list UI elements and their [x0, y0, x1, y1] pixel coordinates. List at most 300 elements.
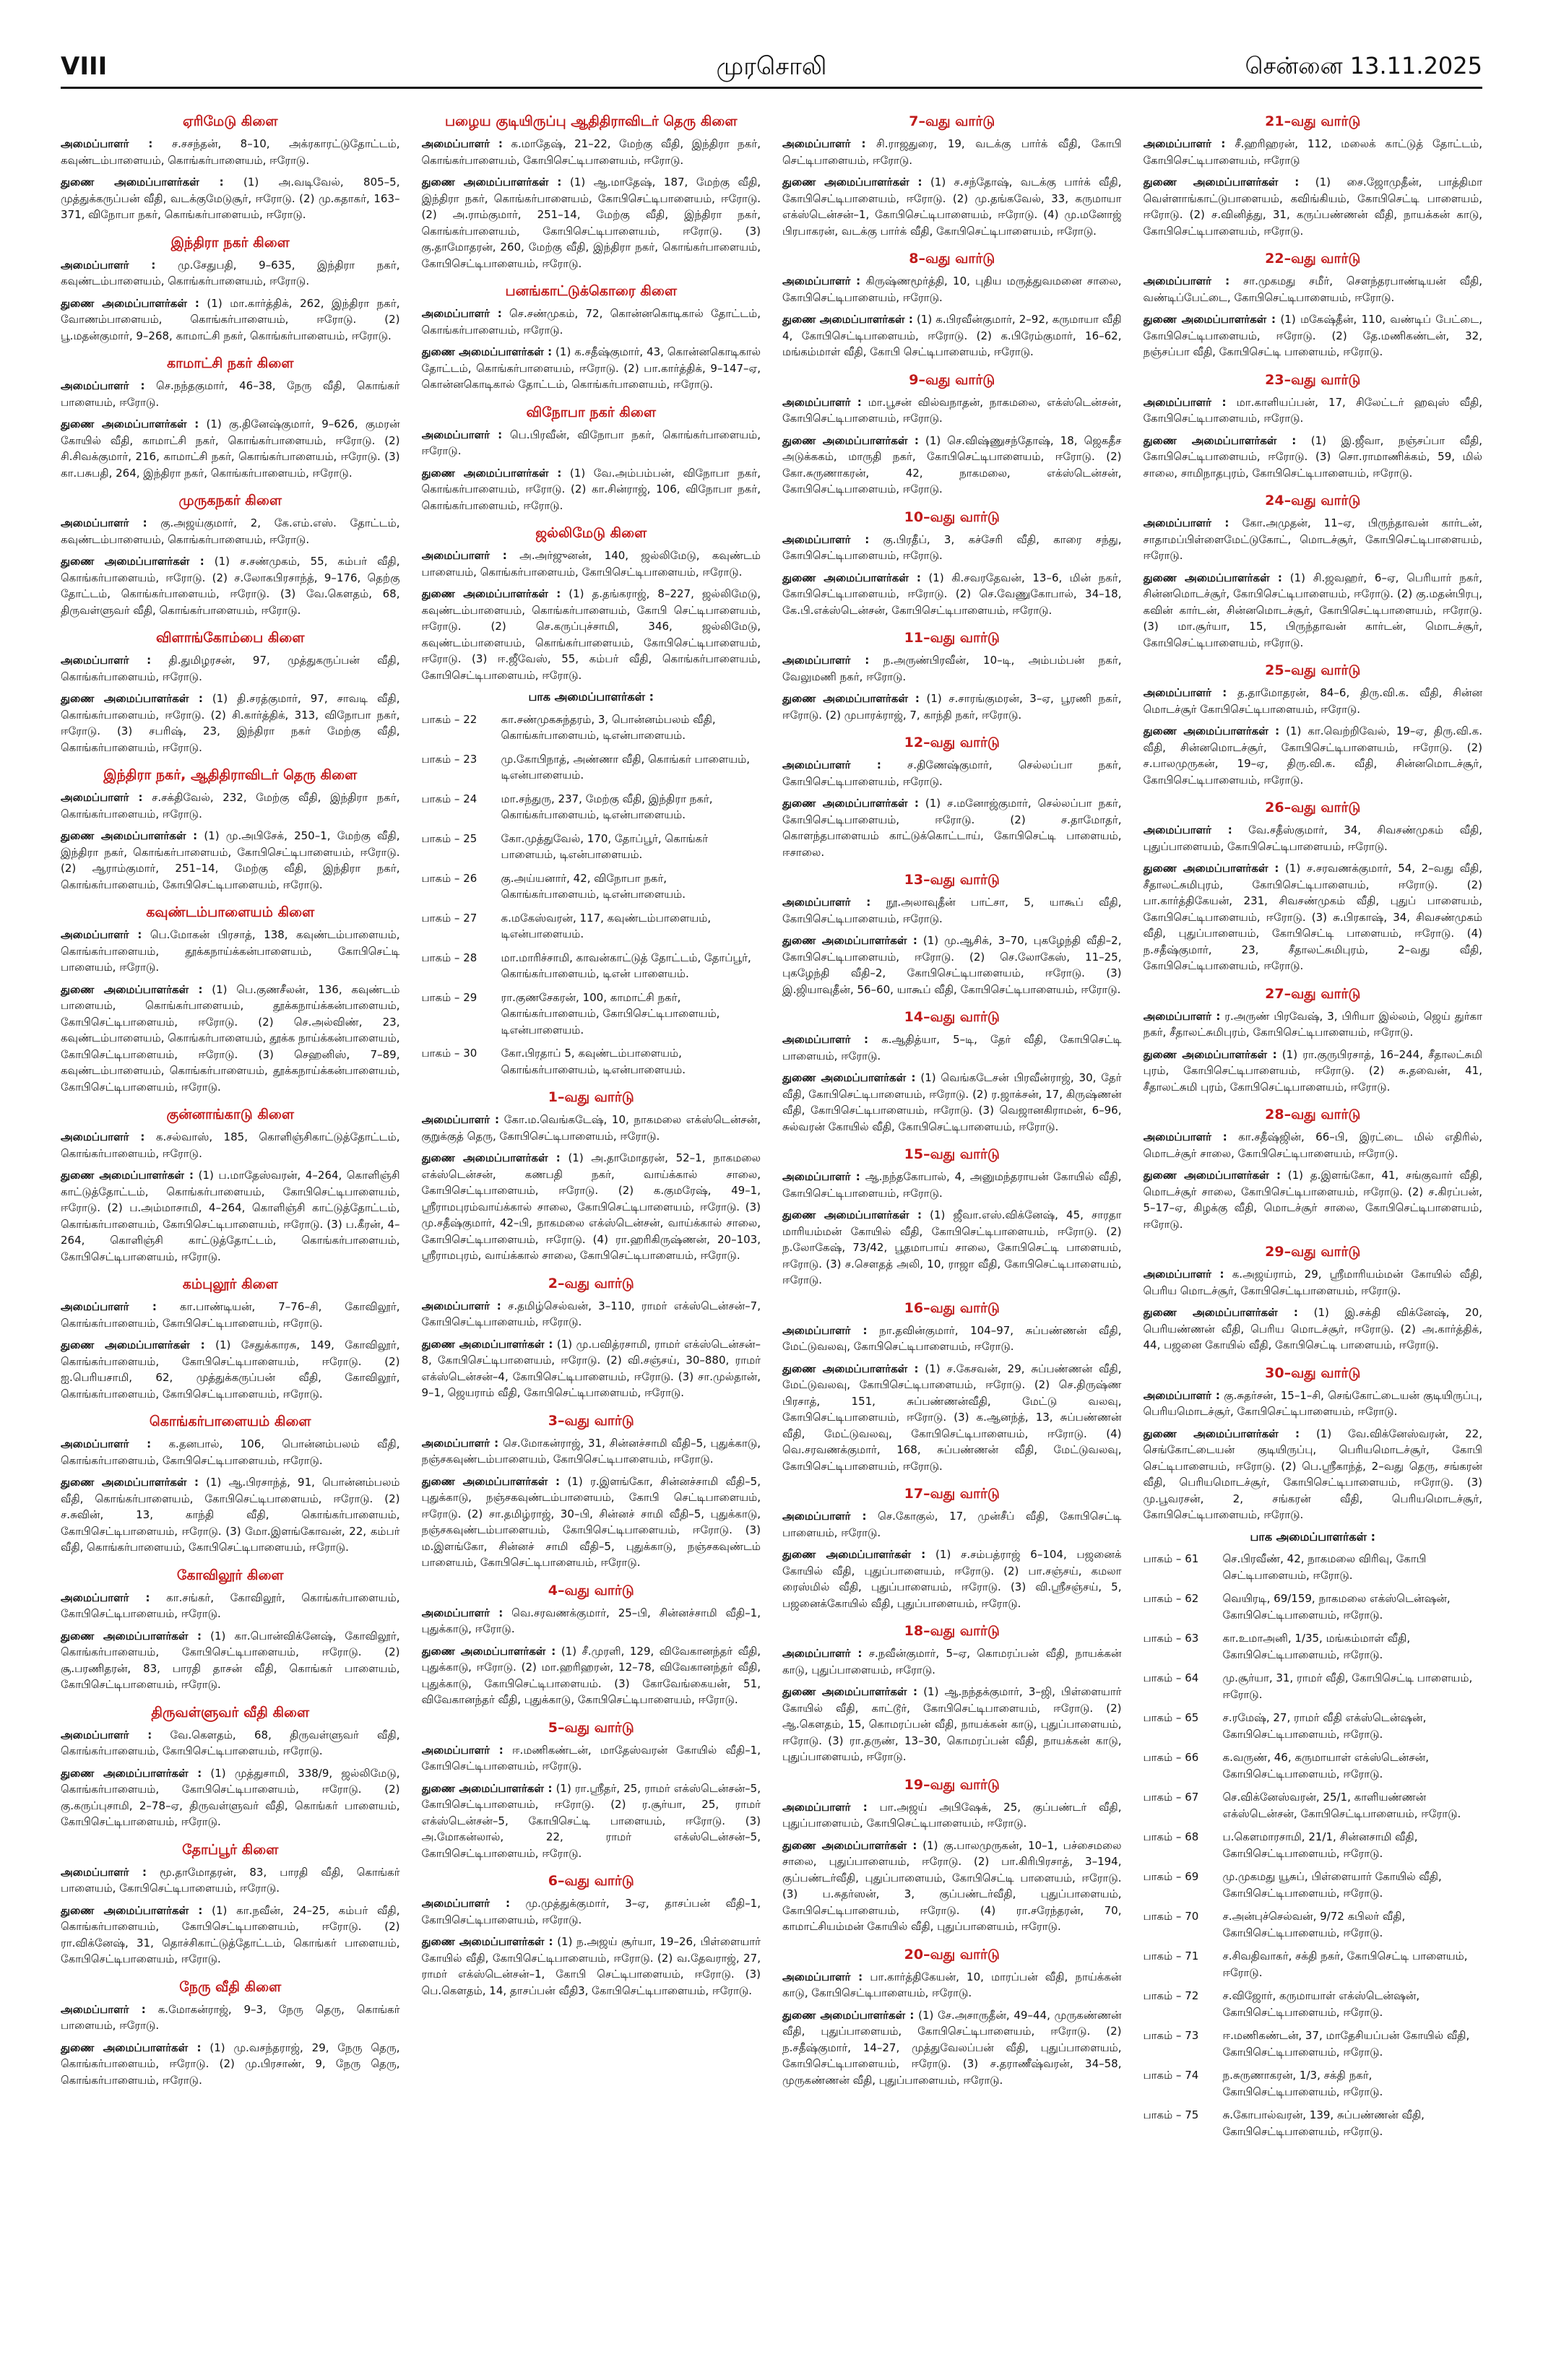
deputy-organizers-entry	[782, 1070, 1122, 1135]
deputy-organizers-entry	[782, 2007, 1122, 2089]
organizer-text: கோ.ம.வெங்கடேஷ், 10, நாகமலை எக்ஸ்டென்சன், குறுக்குத் தெரு, கோபிசெட்டிபாளையம், ஈரோடு.	[421, 1113, 761, 1143]
booth-number: பாகம் – 75	[1143, 2108, 1199, 2121]
booth-organizer: சு.கோபால்வரன், 139, சுப்பண்ணன் வீதி, கோபிசெட்டிபாளையம், ஈரோடு.	[1222, 2108, 1425, 2138]
booth-number: பாகம் – 27	[421, 911, 477, 925]
deputy-organizers-entry	[1144, 570, 1483, 652]
organizer-text: கிருஷ்ணமூர்த்தி, 10, புதிய மருத்துவமனை சாலை, கோபிசெட்டிபாளையம், ஈரோடு.	[782, 274, 1122, 304]
booth-organizer: ச.ரமேஷ், 27, ராமர் வீதி எக்ஸ்டென்ஷன், கோபிசெட்டிபாளையம், ஈரோடு.	[1222, 1711, 1427, 1741]
deputy-text: (1) ச.கேசவன், 29, சுப்பண்ணன் வீதி, மேட்டுவலவு, கோபிசெட்டிபாளையம், ஈரோடு. (2) செ.திருஷ்ண பிரசாத், 151, சுப்பண்ணன்வீதி, மேட்டு வலவு, கோபிசெட்டிபாளையம், ஈரோடு. (3) க.ஆனந்த், 13, சுப்பண்ணன் வீதி, மேட்டுவலவு, கோபிசெட்டிபாளையம், ஈரோடு. (4) வெ.சரவணக்குமார், 168, சுப்பண்ணன் வீதி, மேட்டுவலவு, கோபிசெட்டிபாளையம், ஈரோடு.	[782, 1362, 1122, 1473]
deputy-label: துணை அமைப்பாளர்கள் :	[61, 2041, 202, 2054]
organizer-entry	[61, 789, 400, 822]
organizer-label: அமைப்பாளர் :	[782, 395, 862, 409]
organizer-entry	[422, 1112, 761, 1144]
deputy-text: (1) கி.சவரதேவன், 13–6, மின் நகர், கோபிசெட்டிபாளையம், ஈரோடு. (2) செ.வேணுகோபால், 34–18, கே.பி.எக்ஸ்டென்சன், கோபிசெட்டிபாளையம், ஈரோடு.	[782, 571, 1122, 617]
organizer-text: செ.சண்முகம், 72, கொன்னகொடிகால் தோட்டம், கொங்கர்பாளையம், ஈரோடு.	[421, 307, 761, 337]
branch-section	[782, 248, 1122, 360]
organizer-text: க.மாதேஷ், 21–22, மேற்கு வீதி, இந்திரா நகர், கொங்கர்பாளையம், கோபிசெட்டிபாளையம், ஈரோடு.	[421, 137, 761, 167]
deputy-organizers-entry	[61, 174, 400, 223]
booth-row	[1144, 1829, 1483, 1861]
deputy-label: துணை அமைப்பாளர்கள் :	[782, 1071, 916, 1084]
column-1	[61, 108, 400, 2355]
organizer-text: ந.அருண்பிரவீன், 10–டி, அம்பம்பன் நகர், வேலுமணி நகர், ஈரோடு.	[782, 654, 1122, 683]
deputy-text: (1) ச.மனோஜ்குமார், செல்லப்பா நகர், கோபிசெட்டிபாளையம், ஈரோடு. (2) ச.தாமோதர், கொளந்தபாளையம் காட்டுக்கொட்டாய், கோபிசெட்டி பாளையம், ஈசாலை.	[782, 797, 1122, 859]
deputy-organizers-entry	[782, 174, 1122, 239]
branch-section	[61, 353, 400, 481]
organizer-label: அமைப்பாளர் :	[782, 1510, 867, 1523]
deputy-label: துணை அமைப்பாளர்கள் :	[61, 1169, 194, 1182]
organizer-entry	[782, 273, 1122, 306]
deputy-label: துணை அமைப்பாளர்கள் :	[1143, 1169, 1281, 1182]
deputy-organizers-entry	[61, 2040, 400, 2089]
organizer-text: பெ.பிரவீன், விநோபா நகர், கொங்கர்பாளையம், ஈரோடு.	[421, 428, 761, 457]
deputy-label: துணை அமைப்பாளர்கள் :	[1143, 176, 1300, 189]
booth-row	[1144, 1789, 1483, 1822]
branch-section	[1144, 660, 1483, 788]
organizer-text: ச.நவீன்குமார், 5–ஏ, கொமரப்பன் வீதி, நாயக்கன் காடு, புதுப்பாளையம், ஈரோடு.	[782, 1647, 1122, 1676]
organizer-entry	[422, 1742, 761, 1775]
booth-organizers-heading: பாக அமைப்பாளர்கள் :	[1250, 1529, 1375, 1544]
booth-organizer: மா.மாரிச்சாமி, காவன்காட்டுத் தோட்டம், தோப்பூர், கொங்கர்பாளையம், டிஎன் பாளையம்.	[501, 951, 751, 980]
booth-row	[1144, 1710, 1483, 1742]
deputy-text: (1) அ.தாமோதரன், 52–1, நாகமலை எக்ஸ்டென்சன், கணபதி நகர், வாய்க்கால் சாலை, கோபிசெட்டிபாளையம், ஈரோடு. (2) க.குமரேஷ், 49–1, ஸ்ரீராமபுரம்வாய்க்கால் சாலை, கோபிசெட்டிபாளையம், ஈரோடு. (3) மு.சதீஷ்குமார், 42–பி, நாகமலை எக்ஸ்டென்சன், வாய்க்கால் சாலை, கோபிசெட்டிபாளையம், ஈரோடு. (4) ரா.ஹரிகிருஷ்ணன், 20–103, ஸ்ரீராமபுரம், வாய்க்கால் சாலை, கோபிசெட்டிபாளையம், ஈரோடு.	[421, 1151, 761, 1262]
branch-title: 19–வது வார்டு	[904, 1776, 1000, 1793]
booth-number: பாகம் – 74	[1143, 2069, 1199, 2082]
deputy-label: துணை அமைப்பாளர்கள் :	[1143, 724, 1280, 737]
booth-number: பாகம் – 67	[1143, 1791, 1199, 1804]
deputy-label: துணை அமைப்பாளர்கள் :	[421, 1935, 553, 1948]
organizer-entry	[782, 1031, 1122, 1064]
organizer-entry	[1144, 1388, 1483, 1420]
organizer-entry	[1144, 136, 1483, 168]
booth-organizer: வெயிரடி, 69/159, நாகமலை எக்ஸ்டென்ஷன், கோபிசெட்டிபாளையம், ஈரோடு.	[1222, 1592, 1451, 1622]
deputy-organizers-entry	[782, 1838, 1122, 1935]
branch-title: தோப்பூர் கிளை	[182, 1841, 279, 1858]
booth-row	[1144, 2107, 1483, 2139]
organizer-label: அமைப்பாளர் :	[782, 1647, 863, 1660]
organizer-entry	[422, 136, 761, 168]
deputy-label: துணை அமைப்பாளர்கள் :	[61, 1629, 202, 1643]
branch-title: 12–வது வார்டு	[904, 735, 1000, 750]
organizer-entry	[782, 394, 1122, 427]
branch-title: காமாட்சி நகர் கிளை	[167, 355, 294, 371]
organizer-entry	[782, 1508, 1122, 1541]
branch-title: 10–வது வார்டு	[904, 509, 1000, 525]
booth-number: பாகம் – 24	[421, 792, 477, 805]
organizer-text: ஈ.மணிகண்டன், மாதேஸ்வரன் கோயில் வீதி–1, கோபிசெட்டிபாளையம், ஈரோடு.	[421, 1743, 761, 1773]
branch-section	[782, 507, 1122, 619]
booth-organizer: மு.கோபிநாத், அண்ணா வீதி, கொங்கர் பாளையம், டிஎன்பாளையம்.	[501, 752, 750, 782]
deputy-organizers-entry	[1144, 1167, 1483, 1232]
booth-row	[422, 910, 761, 943]
deputy-text: (1) அ.வடிவேல், 805–5, முத்துக்கருப்பன் வீதி, வடக்குமேடுசூர், ஈரோடு. (2) மு.கதாகர், 163–371, விநோபா நகர், கொங்கர்பாளையம், ஈரோடு.	[61, 176, 400, 221]
booth-number: பாகம் – 63	[1143, 1632, 1199, 1645]
booth-organizer: செ.பிரவீண், 42, நாகமலை விரிவு, கோபி செட்டிபாளையம், ஈரோடு.	[1222, 1552, 1427, 1582]
booth-organizer: கா.உமாஅனி, 1/35, மங்கம்மாள் வீதி, கோபிசெட்டிபாளையம், ஈரோடு.	[1222, 1632, 1411, 1661]
organizer-label: அமைப்பாளர் :	[421, 428, 503, 441]
booth-number: பாகம் – 62	[1143, 1592, 1199, 1605]
deputy-text: (1) கு.தினேஷ்குமார், 9–626, குமரன் கோயில் வீதி, காமாட்சி நகர், கொங்கர்பாளையம், ஈரோடு. (2) சி.சிவக்குமார், 216, காமாட்சி நகர், கொங்கர்பாளையம், ஈரோடு. (3) கா.பசுபதி, 264, இந்திரா நகர், கொங்கர்பாளையம், ஈரோடு.	[61, 417, 400, 480]
organizer-label: அமைப்பாளர் :	[61, 1728, 152, 1741]
organizer-entry	[782, 1799, 1122, 1832]
organizer-text: ச.சசந்தன், 8–10, அக்ரகாரட்டுதோட்டம், கவுண்டம்பாளையம், கொங்கர்பாளையம், ஈரோடு.	[61, 137, 400, 167]
deputy-text: (1) ச.சம்பத்ராஜ் 6–104, பஜனைக் கோயில் வீதி, புதுப்பாளையம், ஈரோடு. (2) பா.சஞ்சய், கமலா ரைஸ்மில் வீதி, புதுப்பாளையம், ஈரோடு. (3) வி.ஸ்ரீசஞ்சய், 5, பஜனைக்கோயில் வீதி, புதுப்பாளையம், ஈரோடு.	[782, 1548, 1122, 1610]
branch-title: 9–வது வார்டு	[909, 371, 995, 388]
deputy-organizers-entry	[61, 553, 400, 618]
branch-section	[61, 1702, 400, 1830]
deputy-text: (1) ரா.ஸ்ரீதர், 25, ராமர் எக்ஸ்டென்சன்–5, கோபிசெட்டிபாளையம், ஈரோடு. (2) ர.சூர்யா, 25, ராமர் எக்ஸ்டென்சன்–5, கோபிசெட்டி பாளையம், ஈரோடு. (3) அ.மோகன்லால், 22, ராமர் எக்ஸ்டென்சன்–5, கோபிசெட்டிபாளையம், ஈரோடு.	[421, 1781, 761, 1860]
branch-title: 7–வது வார்டு	[909, 113, 995, 129]
deputy-text: (1) மு.அபிசேக், 250–1, மேற்கு வீதி, இந்திரா நகர், கொங்கர்பாளையம், கோபிசெட்டிபாளையம், ஈரோடு. (2) ஆராம்குமார், 251–14, மேற்கு வீதி, இந்திரா நகர், கொங்கர்பாளையம், கோபிசெட்டிபாளையம், ஈரோடு.	[61, 829, 400, 891]
organizer-entry	[61, 2002, 400, 2034]
branch-title: 25–வது வார்டு	[1265, 662, 1361, 678]
deputy-label: துணை அமைப்பாளர்கள் :	[1143, 1047, 1277, 1061]
booth-number: பாகம் – 72	[1143, 1989, 1199, 2002]
branch-title: 27–வது வார்டு	[1265, 985, 1361, 1002]
branch-title: 11–வது வார்டு	[904, 630, 1000, 646]
organizer-label: அமைப்பாளர் :	[421, 1743, 503, 1757]
branch-section	[422, 1411, 761, 1571]
booth-number: பாகம் – 66	[1143, 1751, 1199, 1764]
deputy-organizers-entry	[61, 982, 400, 1096]
branch-title: ஜல்லிமேடு கிளை	[535, 525, 647, 541]
booth-organizer: ந.சுருணாகரன், 1/3, சக்தி நகர், கோபிசெட்டிபாளையம், ஈரோடு.	[1222, 2069, 1383, 2098]
booth-organizer: ரா.குணசேகரன், 100, காமாட்சி நகர், கொங்கர்பாளையம், கோபிசெட்டிபாளையம், டிஎன்பாளையம்.	[501, 990, 720, 1037]
organizer-entry	[61, 378, 400, 410]
branch-title: 13–வது வார்டு	[904, 872, 1000, 888]
organizer-entry	[1144, 685, 1483, 717]
organizer-entry	[1144, 1129, 1483, 1161]
organizer-label: அமைப்பாளர் :	[61, 791, 143, 804]
branch-section	[782, 1944, 1122, 2089]
booth-row	[1144, 2028, 1483, 2060]
branch-section	[782, 1144, 1122, 1289]
branch-section	[61, 902, 400, 1095]
organizer-text: த.தாமோதரன், 84–6, திரு.வி.க. வீதி, சின்ன மொடச்சூர் கோபிசெட்டிபாளையம், ஈரோடு.	[1143, 686, 1482, 716]
deputy-organizers-entry	[61, 416, 400, 481]
deputy-text: (1) இ.சக்தி விக்னேஷ், 20, பெரியண்ணன் வீதி, பெரிய மொடச்சூர், ஈரோடு. (2) அ.கார்த்திக், 44, பஜனை கோயில் வீதி, கோபிசெட்டி பாளையம், ஈரோடு.	[1143, 1306, 1482, 1351]
deputy-label: துணை அமைப்பாளர்கள் :	[421, 1644, 556, 1658]
deputy-text: (1) வே.அம்பம்பன், விநோபா நகர், கொங்கர்பாளையம், ஈரோடு. (2) கா.சின்ராஜ், 106, விநோபா நகர், கொங்கர்பாளையம், ஈரோடு.	[421, 466, 761, 512]
organizer-label: அமைப்பாளர் :	[61, 1437, 152, 1450]
branch-section	[422, 1580, 761, 1708]
branch-section	[782, 1775, 1122, 1935]
organizer-label: அமைப்பாளர் :	[421, 1897, 510, 1910]
organizer-label: அமைப்பாளர் :	[61, 928, 142, 941]
branch-title: 23–வது வார்டு	[1265, 371, 1361, 388]
organizer-entry	[422, 306, 761, 338]
booth-organizer: கோ.முத்துவேல், 170, தோப்பூர், கொங்கர் பாளையம், டிஎன்பாளையம்.	[501, 831, 709, 861]
organizer-text: தி.துமிழரசன், 97, முத்துகருப்பன் வீதி, கொங்கர்பாளையம், ஈரோடு.	[61, 654, 400, 683]
branch-section	[61, 111, 400, 223]
branch-title: 8–வது வார்டு	[909, 251, 995, 267]
organizer-text: கோ.அமுதன், 11–ஏ, பிருந்தாவன் கார்டன், சாதாமப்பிள்ளைமேட்டுகோட், மொடச்சூர், கோபிசெட்டிபாளையம், ஈரோடு.	[1143, 516, 1482, 562]
branch-title: 29–வது வார்டு	[1265, 1244, 1361, 1260]
booth-organizer: ப.கௌமாரசாமி, 21/1, சின்னசாமி வீதி, கோபிசெட்டிபாளையம், ஈரோடு.	[1222, 1830, 1418, 1860]
organizer-entry	[782, 1323, 1122, 1355]
organizer-text: பா.கார்த்திகேயன், 10, மாரப்பன் வீதி, நாய்க்கன் காடு, கோபிசெட்டிபாளையம், ஈரோடு.	[782, 1970, 1122, 1999]
deputy-label: துணை அமைப்பாளர்கள் :	[1143, 313, 1276, 326]
deputy-label: துணை அமைப்பாளர்கள் :	[1143, 862, 1279, 875]
booth-organizer: மு.முகமது யூசுப், பிள்ளையார் கோயில் வீதி, கோபிசெட்டிபாளையம், ஈரோடு.	[1222, 1870, 1442, 1900]
deputy-text: (1) சே.அசாருதீன், 49–44, முருகண்ணன் வீதி, புதுப்பாளையம், கோபிசெட்டிபாளையம், ஈரோடு. (2) ந.சதீஷ்குமார், 14–27, முத்துவேலப்பன் வீதி, புதுப்பாளையம், கோபிசெட்டிபாளையம், ஈரோடு. (3) ச.தராணீஷ்வரன், 34–58, முருகண்ணன் வீதி, புதுப்பாளையம், ஈரோடு.	[782, 2008, 1122, 2087]
deputy-organizers-entry	[1144, 1304, 1483, 1354]
deputy-organizers-entry	[422, 1643, 761, 1708]
deputy-text: (1) கா.நவீன், 24–25, கம்பர் வீதி, கொங்கர்பாளையம், கோபிசெட்டிபாளையம், ஈரோடு. (2) ரா.விக்னேஷ், 31, தொச்சிகாட்டுத்தோட்டம், கொங்கர் பாளையம், கோபிசெட்டிபாளையம், ஈரோடு.	[61, 1903, 400, 1965]
deputy-organizers-entry	[61, 1628, 400, 1693]
deputy-text: (1) மு.ஆசிக், 3–70, புகழேந்தி வீதி–2, கோபிசெட்டிபாளையம், ஈரோடு. (2) செ.லோகேஸ், 11–25, புகழேந்தி வீதி–2, கோபிசெட்டிபாளையம், ஈரோடு. (3) இ.ஜியாவுதீன், 56–60, யாகூப் வீதி, கோபிசெட்டிபாளையம், ஈரோடு.	[782, 934, 1122, 996]
organizer-text: வே.கௌதம், 68, திருவள்ளுவர் வீதி, கொங்கர்பாளையம், கோபிசெட்டிபாளையம், ஈரோடு.	[61, 1728, 400, 1757]
organizer-text: நா.தவின்குமார், 104–97, சுப்பண்ணன் வீதி, மேட்டுவலவு, கோபிசெட்டிபாளையம், ஈரோடு.	[782, 1323, 1122, 1353]
branch-title: திருவள்ளுவர் வீதி கிளை	[151, 1704, 310, 1721]
organizer-text: ச.திணேஷ்குமார், செல்லப்பா நகர், கோபிசெட்டிபாளையம், ஈரோடு.	[782, 758, 1122, 788]
branch-title: பழைய குடியிருப்பு ஆதிதிராவிடர் தெரு கிளை	[445, 113, 738, 129]
organizer-label: அமைப்பாளர் :	[1143, 1268, 1224, 1281]
branch-section	[1144, 490, 1483, 651]
deputy-organizers-entry	[61, 295, 400, 345]
branch-section	[61, 1411, 400, 1556]
deputy-text: (1) ஆ.பிரசாந்த், 91, பொன்னம்பலம் வீதி, கொங்கர்பாளையம், கோபிசெட்டிபாளையம், ஈரோடு. (2) ச.சுவின், 13, காந்தி வீதி, கொங்கர்பாளையம், கோபிசெட்டிபாளையம், ஈரோடு. (3) மோ.இளங்கோவன், 22, கம்பர் வீதி, கொங்கர்பாளையம், கோபிசெட்டிபாளையம், ஈரோடு.	[61, 1476, 400, 1554]
deputy-organizers-entry	[422, 465, 761, 514]
deputy-text: (1) தி.சரத்குமார், 97, சாவடி வீதி, கொங்கர்பாளையம், ஈரோடு. (2) சி.கார்த்திக், 313, விநோபா நகர், ஈரோடு. (3) சபரிஷ், 23, இந்திரா நகர் மேற்கு வீதி, கொங்கர்பாளையம், ஈரோடு.	[61, 692, 400, 754]
organizer-entry	[61, 257, 400, 290]
deputy-label: துணை அமைப்பாளர்கள் :	[61, 1338, 205, 1351]
organizer-text: க.சல்வாஸ், 185, கொளிஞ்சிகாட்டுத்தோட்டம், கொங்கர்பாளையம், ஈரோடு.	[61, 1130, 400, 1160]
organizer-label: அமைப்பாளர் :	[1143, 516, 1229, 529]
deputy-text: (1) ப.மாதேஸ்வரன், 4–264, கொளிஞ்சி காட்டுத்தோட்டம், கொங்கர்பாளையம், கோபிசெட்டிபாளையம், ஈரோடு. (2) ப.அம்மாசாமி, 4–264, கொளிஞ்சி காட்டுத்தோட்டம், கொங்கர்பாளையம், கோபிசெட்டிபாளையம், ஈரோடு. (3) ப.கீரன், 4–264, கொளிஞ்சி காட்டுத்தோட்டம், கொங்கர்பாளையம், கோபிசெட்டிபாளையம், ஈரோடு.	[61, 1169, 400, 1263]
booth-number: பாகம் – 68	[1143, 1830, 1199, 1843]
booth-number: பாகம் – 61	[1143, 1552, 1199, 1565]
organizer-label: அமைப்பாளர் :	[61, 654, 152, 667]
deputy-text: (1) செ.விஷ்ணுசந்தோஷ், 18, ஜெகதீச அடுக்ககம், மாருதி நகர், கோபிசெட்டிபாளையம், ஈரோடு. (2) கோ.சுருணாகரன், 42, நாகமலை, எக்ஸ்டென்சன், கோபிசெட்டிபாளையம், ஈரோடு.	[782, 433, 1122, 496]
organizer-entry	[61, 136, 400, 168]
deputy-text: (1) கா.பொன்விக்னேஷ், கோவிலூர், கொங்கர்பாளையம், கோபிசெட்டிபாளையம், ஈரோடு. (2) சூ.பரணிதரன், 83, பாரதி தாசன் வீதி, கொங்கர் பாளையம், கோபிசெட்டிபாளையம், ஈரோடு.	[61, 1629, 400, 1691]
branch-section	[422, 1273, 761, 1401]
organizer-entry	[782, 1169, 1122, 1201]
deputy-organizers-entry	[422, 1336, 761, 1401]
deputy-text: (1) கா.வெற்றிவேல், 19–ஏ, திரு.வி.க. வீதி, சின்னமொடச்சூர், கோபிசெட்டிபாளையம், ஈரோடு. (2) ச.பாலமுருகன், 19–ஏ, திரு.வி.க. வீதி, சின்னமொடச்சூர், கோபிசெட்டிபாளையம், ஈரோடு.	[1143, 724, 1482, 787]
organizer-entry	[1144, 822, 1483, 854]
deputy-label: துணை அமைப்பாளர்கள் :	[782, 571, 921, 584]
organizer-label: அமைப்பாளர் :	[61, 379, 145, 392]
booth-row	[1144, 1670, 1483, 1702]
branch-section	[422, 523, 761, 1078]
deputy-label: துணை அமைப்பாளர்கள் :	[421, 1781, 553, 1795]
organizer-text: கு.சுதர்சன், 15–1–சி, செங்கோட்டையன் குடியிருப்பு, பெரியமொடச்சூர், கோபிசெட்டிபாளையம், ஈரோடு.	[1143, 1388, 1482, 1418]
branch-section	[422, 1871, 761, 1999]
deputy-organizers-entry	[422, 344, 761, 393]
deputy-organizers-entry	[1144, 311, 1483, 360]
branch-section	[1144, 984, 1483, 1096]
deputy-text: (1) வெங்கடேசன் பிரவீன்ராஜ், 30, தேர் வீதி, கோபிசெட்டிபாளையம், ஈரோடு. (2) ர.ஜாக்சன், 17, கிருஷ்ணன் வீதி, கோபிசெட்டிபாளையம், ஈரோடு. (3) வெஜானகிராமன், 6–96, சுல்வரன் கோயில் வீதி, கோபிசெட்டிபாளையம், ஈரோடு.	[782, 1071, 1122, 1133]
deputy-text: (1) ஆ.நந்தக்குமார், 3–ஜி, பிள்ளையார் கோயில் வீதி, காட்டூர், கோபிசெட்டிபாளையம், ஈரோடு. (2) ஆ.கௌதம், 15, கொமரப்பன் வீதி, நாயக்கன் காடு, புதுப்பாளையம், ஈரோடு. (3) ரா.தருண், 13–30, கொமரப்பன் வீதி, நாயக்கன் காடு, புதுப்பாளையம், ஈரோடு.	[782, 1685, 1122, 1763]
organizer-text: கு.அஜய்குமார், 2, கே.எம்.எஸ். தோட்டம், கவுண்டம்பாளையம், கொங்கர்பாளையம், ஈரோடு.	[61, 516, 400, 546]
booth-organizer: கு.அய்யனார், 42, விநோபா நகர், கொங்கர்பாளையம், டிஎன்பாளையம்.	[501, 871, 686, 901]
deputy-label: துணை அமைப்பாளர்கள் :	[421, 1474, 561, 1488]
booth-number: பாகம் – 26	[421, 871, 477, 885]
deputy-organizers-entry	[782, 691, 1122, 723]
branch-section	[61, 765, 400, 893]
deputy-label: துணை அமைப்பாளர்கள் :	[1143, 1427, 1300, 1440]
organizer-label: அமைப்பாளர் :	[421, 1113, 500, 1126]
organizer-entry	[1144, 394, 1483, 427]
organizer-text: பெ.மோகன் பிரசாத், 138, கவுண்டம்பாளையம், கொங்கர்பாளையம், தூக்கநாய்க்கன்பாளையம், கோபிசெட்டி பாளையம், ஈரோடு.	[61, 928, 400, 974]
organizer-text: வே.சதீஸ்குமார், 34, சிவசண்முகம் வீதி, புதுப்பாளையம், கோபிசெட்டிபாளையம், ஈரோடு.	[1143, 823, 1482, 853]
deputy-label: துணை அமைப்பாளர்கள் :	[782, 1685, 918, 1698]
deputy-organizers-entry	[1144, 1047, 1483, 1096]
branch-title: கவுண்டம்பாளையம் கிளை	[146, 904, 315, 920]
branch-title: நேரு வீதி கிளை	[179, 1978, 282, 1995]
organizer-label: அமைப்பாளர் :	[1143, 686, 1227, 699]
organizer-entry	[61, 1436, 400, 1468]
branch-section	[782, 111, 1122, 239]
deputy-label: துணை அமைப்பாளர்கள் :	[61, 692, 203, 705]
booth-organizer: கோ.பிரதாப் 5, கவுண்டம்பாளையம், கொங்கர்பாளையம், டிஎன்பாளையம்.	[501, 1047, 686, 1076]
deputy-text: (1) வே.விக்னேஸ்வரன், 22, செங்கோட்டையன் குடியிருப்பு, பெரியமொடச்சூர், கோபி செட்டிபாளையம், ஈரோடு. (2) பெ.ஸ்ரீகாந்த், 2–வது தெரு, சங்கரன் வீதி, பெரியமொடச்சூர், கோபிசெட்டிபாளையம், ஈரோடு. (3) மு.பூவரசன், 2, சங்கரன் வீதி, பெரியமொடச்சூர், கோபிசெட்டிபாளையம், ஈரோடு.	[1143, 1427, 1482, 1521]
booth-row	[422, 950, 761, 982]
branch-section	[422, 1718, 761, 1862]
deputy-text: (1) ஜீவா.எஸ்.விக்னேஷ், 45, சாரதா மாரியம்மன் கோயில் வீதி, கோபிசெட்டிபாளையம், ஈரோடு. (2) ந.லோகேஷ், 73/42, பூதமாபாய் சாலை, கோபிசெட்டி பாளையம், ஈரோடு. (3) ச.சௌதத் அலி, 10, ராஜா வீதி, கோபிசெட்டிபாளையம், ஈரோடு.	[782, 1208, 1122, 1286]
branch-title: 21–வது வார்டு	[1265, 113, 1361, 129]
organizer-entry	[1144, 515, 1483, 564]
organizer-text: சீ.ஹரிஹரன், 112, மலைக் காட்டுத் தோட்டம், கோபிசெட்டிபாளையம், ஈரோடு	[1143, 137, 1482, 167]
organizer-label: அமைப்பாளர் :	[61, 1130, 145, 1143]
deputy-text: (1) ந.அஜய் சூர்யா, 19–26, பிள்ளையார் கோயில் வீதி, கோபிசெட்டிபாளையம், ஈரோடு. (2) வ.தேவராஜ், 27, ராமர் எக்ஸ்டென்சன்–1, கோபி செட்டிபாளையம், ஈரோடு. (3) பெ.கௌதம், 14, தாசப்பன் வீதி3, கோபிசெட்டிபாளையம், ஈரோடு.	[421, 1935, 761, 1997]
booth-number: பாகம் – 29	[421, 990, 477, 1004]
page-number: VIII	[61, 52, 108, 81]
organizer-entry	[61, 652, 400, 685]
deputy-organizers-entry	[61, 691, 400, 756]
organizer-text: ச.தமிழ்செல்வன், 3–110, ராமர் எக்ஸ்டென்சன்–7, கோபிசெட்டிபாளையம், ஈரோடு.	[421, 1299, 761, 1328]
branch-section	[61, 1565, 400, 1693]
branch-title: 2–வது வார்டு	[548, 1275, 634, 1291]
branch-title: பனங்காட்டுக்கொரை கிளை	[505, 283, 677, 299]
organizer-entry	[61, 927, 400, 976]
deputy-organizers-entry	[782, 311, 1122, 360]
branch-section	[1144, 248, 1483, 360]
organizer-entry	[61, 515, 400, 548]
organizer-entry	[61, 1727, 400, 1760]
deputy-organizers-entry	[1144, 860, 1483, 974]
deputy-label: துணை அமைப்பாளர்கள் :	[1143, 433, 1297, 447]
deputy-organizers-entry	[422, 1150, 761, 1264]
deputy-label: துணை அமைப்பாளர்கள் :	[61, 1903, 203, 1917]
deputy-organizers-entry	[782, 1684, 1122, 1765]
deputy-text: (1) பெ.குணசீலன், 136, கவுண்டம் பாளையம், கொங்கர்பாளையம், தூக்கநாய்க்கன்பாளையம், கோபிசெட்டிபாளையம், ஈரோடு. (2) செ.அல்விண், 23, கவுண்டம்பாளையம், கொங்கர்பாளையம், தூக்க நாய்க்கன்பாளையம், கோபிசெட்டிபாளையம், ஈரோடு. (3) செஹனிஸ், 7–89, கவுண்டம்பாளையம், கொங்கர்பாளையம், தூக்கநாய்க்கன்பாளையம், கோபிசெட்டிபாளையம், ஈரோடு.	[61, 982, 400, 1094]
branch-title: 3–வது வார்டு	[548, 1412, 634, 1429]
organizer-label: அமைப்பாளர் :	[421, 1436, 499, 1450]
booth-number: பாகம் – 71	[1143, 1950, 1199, 1963]
booth-organizers-heading: பாக அமைப்பாளர்கள் :	[528, 690, 654, 704]
deputy-organizers-entry	[782, 1546, 1122, 1611]
branch-title: 28–வது வார்டு	[1265, 1107, 1361, 1122]
booth-number: பாகம் – 23	[421, 752, 477, 766]
dateline: சென்னை 13.11.2025	[1245, 52, 1482, 79]
organizer-label: அமைப்பாளர் :	[61, 1865, 147, 1879]
branch-title: 14–வது வார்டு	[904, 1009, 1000, 1025]
deputy-text: (1) முத்துசாமி, 338/9, ஜல்லிமேடு, கொங்கர்பாளையம், கோபிசெட்டிபாளையம், ஈரோடு. (2) கு.கருப்புசாமி, 2–78–ஏ, திருவள்ளுவர் வீதி, கொங்கர் பாளையம், கோபிசெட்டிபாளையம், ஈரோடு.	[61, 1766, 400, 1828]
deputy-organizers-entry	[1144, 723, 1483, 788]
organizer-entry	[61, 1299, 400, 1331]
branch-title: ஏரிமேடு கிளை	[182, 113, 278, 129]
organizer-text: மூ.தாமோதரன், 83, பாரதி வீதி, கொங்கர் பாளையம், கோபிசெட்டிபாளையம், ஈரோடு.	[61, 1865, 400, 1895]
organizer-label: அமைப்பாளர் :	[1143, 274, 1230, 287]
organizer-label: அமைப்பாளர் :	[1143, 137, 1226, 150]
deputy-text: (1) மகேஷ்தீன், 110, வண்டிப் பேட்டை, கோபிசெட்டிபாளையம், ஈரோடு. (2) தே.மணிகண்டன், 32, நஞ்சப்பா வீதி, கோபிசெட்டி பாளையம், ஈரோடு.	[1143, 313, 1482, 358]
deputy-text: (1) இ.ஜீவா, நஞ்சப்பா வீதி, கோபிசெட்டிபாளையம், ஈரோடு. (3) சொ.ராமாணிக்கம், 59, மில் சாலை, சாமிநாதபுரம், கோபிசெட்டிபாளையம், ஈரோடு.	[1143, 433, 1482, 480]
branch-section	[61, 233, 400, 345]
deputy-label: துணை அமைப்பாளர்கள் :	[61, 1476, 199, 1489]
branch-title: விளாங்கோம்பை கிளை	[155, 630, 305, 646]
deputy-label: துணை அமைப்பாளர்கள் :	[421, 587, 561, 600]
organizer-label: அமைப்பாளர் :	[421, 549, 507, 562]
booth-number: பாகம் – 73	[1143, 2029, 1199, 2042]
branch-section	[782, 1621, 1122, 1765]
branch-title: 17–வது வார்டு	[904, 1486, 1000, 1502]
organizer-label: அமைப்பாளர் :	[782, 896, 871, 909]
booth-number: பாகம் – 30	[421, 1047, 477, 1060]
organizer-entry	[422, 1435, 761, 1468]
organizer-label: அமைப்பாளர் :	[421, 137, 503, 150]
deputy-text: (1) த.தங்கராஜ், 8–227, ஜல்லிமேடு, கவுண்டம்பாளையம், கொங்கர்பாளையம், கோபி செட்டிபாளையம், ஈரோடு. (2) செ.கருப்புச்சாமி, 346, ஜல்லிமேடு, கவுண்டம்பாளையம், கொங்கர்பாளையம், கோபிசெட்டிபாளையம், ஈரோடு. (3) ஈ.ஜீவேஸ், 55, கம்பர் வீதி, கொங்கர்பாளையம், கோபிசெட்டிபாளையம், ஈரோடு.	[421, 587, 761, 682]
branch-section	[61, 628, 400, 756]
organizer-text: வெ.சரவணக்குமார், 25–பி, சின்னச்சாமி வீதி–1, புதுக்காடு, ஈரோடு.	[421, 1606, 761, 1635]
organizer-text: சி.ராஜதுரை, 19, வடக்கு பார்க் வீதி, கோபி செட்டிபாளையம், ஈரோடு.	[782, 137, 1122, 167]
organizer-text: சா.முகமது சமீர், சௌந்தரபாண்டியன் வீதி, வண்டிப்பேட்டை, கோபிசெட்டிபாளையம், ஈரோடு.	[1143, 274, 1482, 304]
organizer-entry	[422, 1895, 761, 1928]
branch-section	[61, 490, 400, 618]
deputy-text: (1) மு.பவித்ரசாமி, ராமர் எக்ஸ்டென்சன்–8, கோபிசெட்டிபாளையம், ஈரோடு. (2) வி.சஞ்சய், 30–880, ராமர் எக்ஸ்டென்சன்–4, கோபிசெட்டிபாளையம், ஈரோடு. (3) சா.முல்தான், 9–1, ஜெயராம் வீதி, கோபிசெட்டிபாளையம், ஈரோடு.	[421, 1337, 761, 1399]
branch-title: இந்திரா நகர் கிளை	[170, 234, 290, 251]
organizer-label: அமைப்பாளர் :	[782, 654, 870, 667]
deputy-label: துணை அமைப்பாளர்கள் :	[421, 345, 553, 358]
booth-organizer: மா.சந்துரு, 237, மேற்கு வீதி, இந்திரா நகர், கொங்கர்பாளையம், டிஎன்பாளையம்.	[501, 792, 713, 821]
booth-number: பாகம் – 28	[421, 951, 477, 964]
branch-section	[61, 1104, 400, 1265]
booth-number: பாகம் – 65	[1143, 1711, 1199, 1724]
deputy-label: துணை அமைப்பாளர்கள் :	[782, 176, 922, 189]
booth-row	[1144, 1948, 1483, 1981]
booth-row	[1144, 1551, 1483, 1583]
organizer-label: அமைப்பாளர் :	[61, 2002, 146, 2016]
branch-section	[1144, 1242, 1483, 1354]
branch-section	[61, 1840, 400, 1968]
columns	[61, 108, 1482, 2355]
page-header	[0, 0, 1543, 85]
organizer-label: அமைப்பாளர் :	[1143, 395, 1227, 409]
organizer-entry	[61, 1129, 400, 1161]
branch-section	[422, 402, 761, 514]
branch-title: 15–வது வார்டு	[904, 1146, 1000, 1162]
organizer-text: கு.பிரதீப், 3, கச்சேரி வீதி, காரை சந்து, கோபிசெட்டிபாளையம், ஈரோடு.	[782, 532, 1122, 562]
deputy-label: துணை அமைப்பாளர்கள் :	[782, 1838, 917, 1852]
booth-row	[1144, 1869, 1483, 1901]
organizer-label: அமைப்பாளர் :	[1143, 1009, 1221, 1023]
organizer-label: அமைப்பாளர் :	[421, 1299, 501, 1312]
deputy-organizers-entry	[422, 1780, 761, 1862]
deputy-label: துணை அமைப்பாளர்கள் :	[421, 1151, 561, 1164]
branch-title: கம்புலூர் கிளை	[182, 1276, 278, 1292]
branch-section	[422, 1087, 761, 1264]
booth-row	[1144, 1988, 1483, 2020]
column-4	[1144, 108, 1483, 2355]
branch-title: 26–வது வார்டு	[1265, 800, 1361, 815]
deputy-text: (1) த.இளங்கோ, 41, சங்குவார் வீதி, மொடச்சூர் சாலை, கோபிசெட்டிபாளையம், ஈரோடு. (2) ச.கிரப்பன், 5–17–ஏ, கிழக்கு வீதி, மொடச்சூர் சாலை, கோபிசெட்டிபாளையம், ஈரோடு.	[1143, 1169, 1482, 1231]
booth-number: பாகம் – 64	[1143, 1671, 1199, 1684]
branch-title: குன்னாங்காடு கிளை	[166, 1107, 295, 1122]
booth-row	[1144, 1591, 1483, 1623]
column-3	[782, 108, 1122, 2355]
booth-number: பாகம் – 22	[421, 712, 477, 726]
